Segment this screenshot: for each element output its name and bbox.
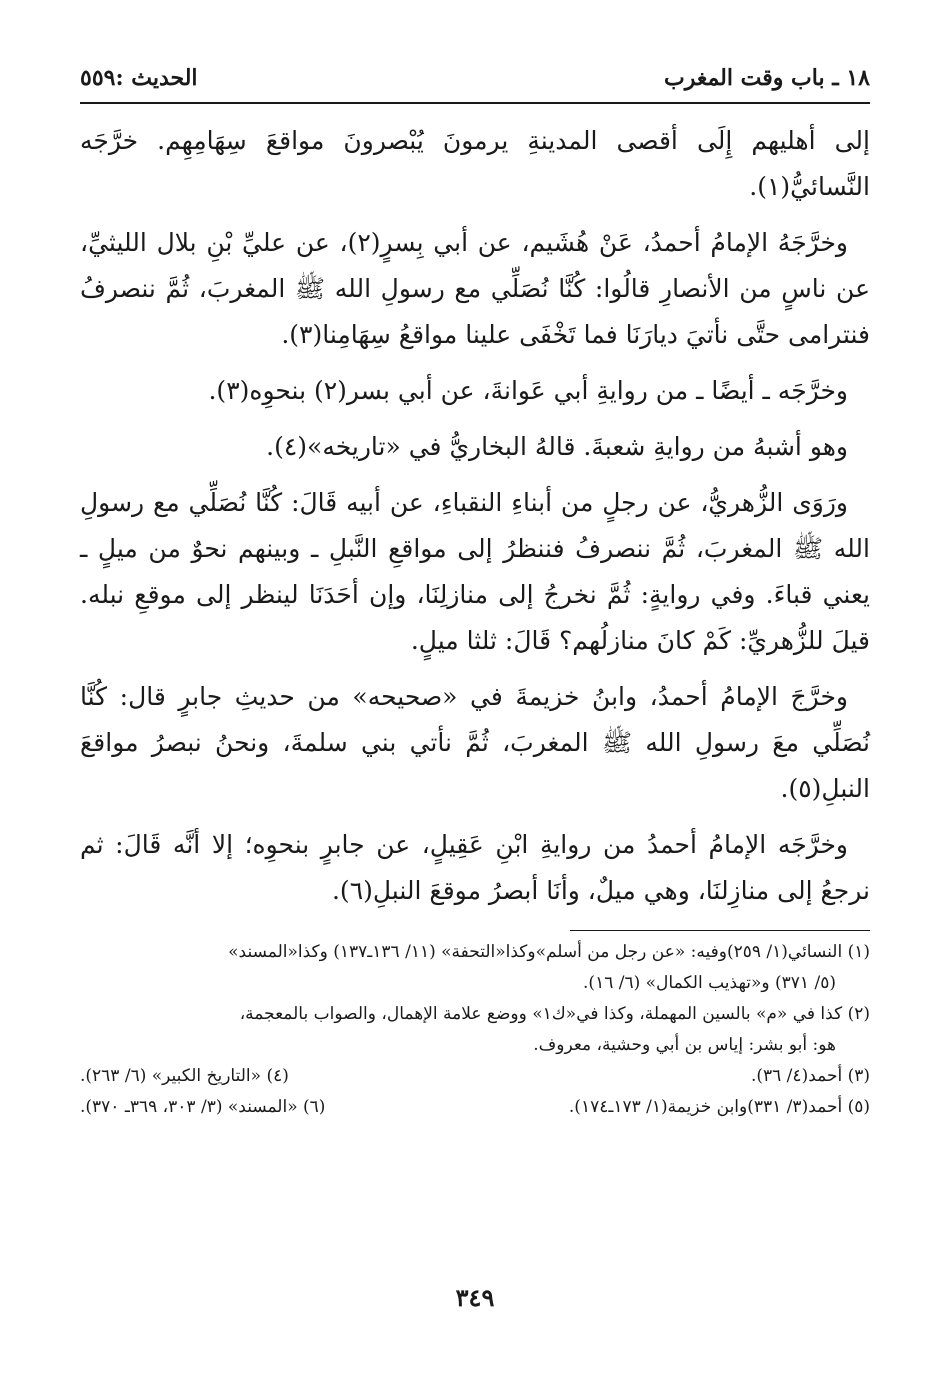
paragraph: وخرَّجَهُ الإمامُ أحمدُ، عَنْ هُشَيم، عن أبي بِسرٍ(٢)، عن عليِّ بْنِ بلال الليثيِّ، عن ناسٍ من الأنصارِ قالُوا: كُنَّا نُصَلِّي مع رسولِ الله ﷺ المغربَ، ثُمَّ ننصرفُ فنترامى حتَّى نأتيَ ديارَنَا فما تَخْفَى علينا مواقعُ سِهَامِنا(٣). [80, 228, 870, 349]
footnote-5: (٥) أحمد(٣/ ٣٣١)وابن خزيمة(١/ ١٧٣ـ١٧٤). [568, 1097, 870, 1117]
chapter-title: ١٨ ـ باب وقت المغرب [664, 65, 870, 91]
paragraph: إلى أهليهم إِلَى أقصى المدينةِ يرمونَ يُبْصرونَ مواقعَ سِهَامِهِم. خرَّجَه النَّسائيُّ(١). [80, 126, 870, 201]
footnote-row [80, 1094, 870, 1121]
footnotes [80, 939, 870, 1121]
book-page [80, 58, 870, 1318]
footnote-1-continued: (٥/ ٣٧١) و«تهذيب الكمال» (٦/ ١٦). [583, 973, 836, 993]
paragraph: وهو أشبهُ من روايةِ شعبةَ. قالهُ البخاريُّ في «تاريخه»(٤). [266, 432, 848, 461]
footnote-2-continued: هو: أبو بشر: إياس بن أبي وحشية، معروف. [533, 1035, 836, 1055]
paragraph: ورَوَى الزُّهريُّ، عن رجلٍ من أبناءِ النقباءِ، عن أبيه قَالَ: كُنَّا نُصَلِّي مع رسولِ الله ﷺ المغربَ، ثُمَّ ننصرفُ فننظرُ إلى مواقعِ النَّبلِ ـ وبينهم نحوٌ من ميلٍ ـ يعني قباءَ. وفي روايةٍ: ثُمَّ نخرجُ إلى منازلِنَا، وإن أحَدَنَا لينظر إلى موقعِ نبله. قيلَ للزُّهريِّ: كَمْ كانَ منازلُهم؟ قَالَ: ثلثا ميلٍ. [80, 488, 870, 655]
paragraph: وخرَّجَ الإمامُ أحمدُ، وابنُ خزيمةَ في «صحيحه» من حديثِ جابرٍ قال: كُنَّا نُصَلِّي معَ رسولِ الله ﷺ المغربَ، ثُمَّ نأتي بني سلمةَ، ونحنُ نبصرُ مواقعَ النبلِ(٥). [80, 682, 870, 803]
hadith-reference: الحديث :٥٥٩ [80, 65, 198, 91]
footnote-4: (٤) «التاريخ الكبير» (٦/ ٢٦٣). [80, 1066, 289, 1086]
paragraph: وخرَّجَه ـ أيضًا ـ من روايةِ أبي عَوانةَ، عن أبي بسر(٢) بنحوِه(٣). [208, 376, 848, 405]
header-rule [80, 102, 870, 104]
page-number: ٣٤٩ [455, 1283, 495, 1312]
footnote-1: (١) النسائي(١/ ٢٥٩)وفيه: «عن رجل من أسلم»وكذا«التحفة» (١١/ ١٣٦ـ١٣٧) وكذا«المسند» [228, 942, 870, 962]
paragraph: وخرَّجَه الإمامُ أحمدُ من روايةِ ابْنِ عَقِيلٍ، عن جابرٍ بنحوِه؛ إلا أنَّه قَالَ: ثم نرجعُ إلى منازِلنَا، وهي ميلٌ، وأنَا أبصرُ موقعَ النبلِ(٦). [80, 830, 870, 905]
footnote-rule [570, 930, 870, 931]
footnote-row [80, 1063, 870, 1090]
main-text [80, 118, 870, 914]
footnote-2: (٢) كذا في «م» بالسين المهملة، وكذا في«ك١» ووضع علامة الإهمال، والصواب بالمعجمة، [239, 1004, 870, 1024]
running-header [80, 58, 870, 98]
footnote-3: (٣) أحمد(٤/ ٣٦). [750, 1066, 870, 1086]
footnote-6: (٦) «المسند» (٣/ ٣٠٣، ٣٦٩ـ ٣٧٠). [80, 1097, 326, 1117]
